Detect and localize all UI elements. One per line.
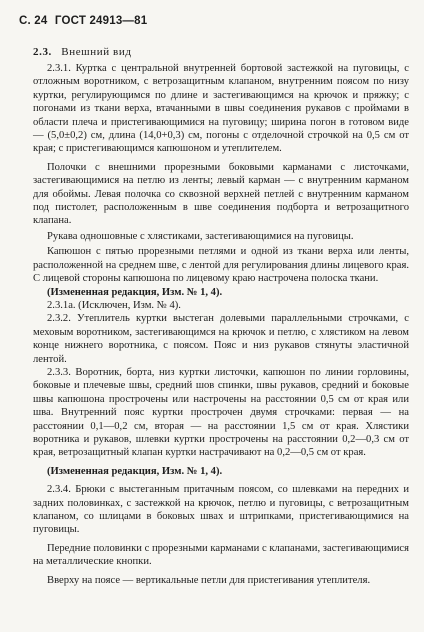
paragraph-kapyushon: Капюшон с пятью прорезными петлями и одной из ткани верха или ленты, расположенной на среднем шве, с лентой для регулирования длины лицевого края. С лицевой стороны капюшона по лицевому краю настрочена полоска ткани. — [33, 246, 409, 285]
paragraph-petli: Вверху на поясе — вертикальные петли для пристегивания утеплителя. — [47, 574, 371, 586]
paragraph-perednie: Передние половинки с прорезными карманами с клапанами, застегивающимися на металлические кнопки. — [33, 542, 409, 568]
section-title — [33, 46, 132, 58]
paragraph-polochki: Полочки с внешними прорезными боковыми карманами с листочками, застегивающимися на петлю из ленты; левый карман — с внутренним карманом для обоймы. Левая полочка со сквозной верхней петлей с внутренним карманом под пистолет, расположенным в шве соединения подборта и ветрозащитного клапана. — [33, 161, 409, 227]
paragraph-2-3-3: 2.3.3. Воротник, борта, низ куртки листочки, капюшон по линии горловины, боковые и плечевые швы, средний шов спинки, швы рукавов, средний и боковые швы капюшона прострочены или настрочены на расстоянии 0,5 см от края или шва. Внутренний пояс куртки прострочен двумя строчками: первая — на расстоянии 0,1—0,2 см, вторая — на расстоянии 1,5 см от края. Хлястики воротника и рукавов, шлевки куртки прострочены на расстоянии 0,2—0,3 см от края, ветрозащитный клапан куртки настрачивают на 0,2—0,5 см от края. — [33, 366, 409, 459]
amendment-note: (Измененная редакция, Изм. № 1, 4). — [47, 465, 223, 477]
paragraph-2-3-2: 2.3.2. Утеплитель куртки выстеган долевыми параллельными строчками, с меховым воротником, застегивающимся на крючок и петлю, с хлястиком на левом конце нижнего воротника, с поясом. Пояс и низ рукавов стянуты эластичной лентой. — [33, 313, 409, 365]
paragraph-rukava: Рукава одношовные с хлястиками, застегивающимися на пуговицы. — [47, 230, 354, 242]
paragraph-2-3-1: 2.3.1. Куртка с центральной внутренней бортовой застежкой на пуговицы, с отложным воротником, с ветрозащитным клапаном, внутренним поясом по низу куртки, регулирующимся по длине и застегивающимся на крючок и пряжку; с погонами из ткани верха, втачанными в швы соединения рукавов с проймами в области плеча и пристегивающимися на пуговицу; ширина погон в готовом виде — (5,0±0,2) см, длина (14,0+0,3) см, погоны с отделочной строчкой на 0,5 см от края; с пристегивающимся капюшоном и утеплителем. — [33, 63, 409, 155]
page-header — [19, 15, 151, 27]
page-number: С. 24 — [19, 15, 48, 27]
standard-code: ГОСТ 24913—81 — [54, 15, 148, 27]
amendment-note: (Измененная редакция, Изм. № 1, 4). — [47, 286, 223, 298]
document-body — [33, 62, 409, 587]
paragraph-2-3-4: 2.3.4. Брюки с выстеганным притачным поясом, со шлевками на передних и задних половинках, с застежкой на крючок, петлю и пуговицы, с ветрозащитным клапаном, со шлицами в боковых швах и штрипками, пристегивающимися на пуговицы. — [33, 484, 409, 536]
section-number: 2.3. — [33, 46, 52, 58]
paragraph-2-3-1a: 2.3.1а. (Исключен, Изм. № 4). — [47, 299, 181, 311]
section-heading: Внешний вид — [61, 46, 132, 58]
